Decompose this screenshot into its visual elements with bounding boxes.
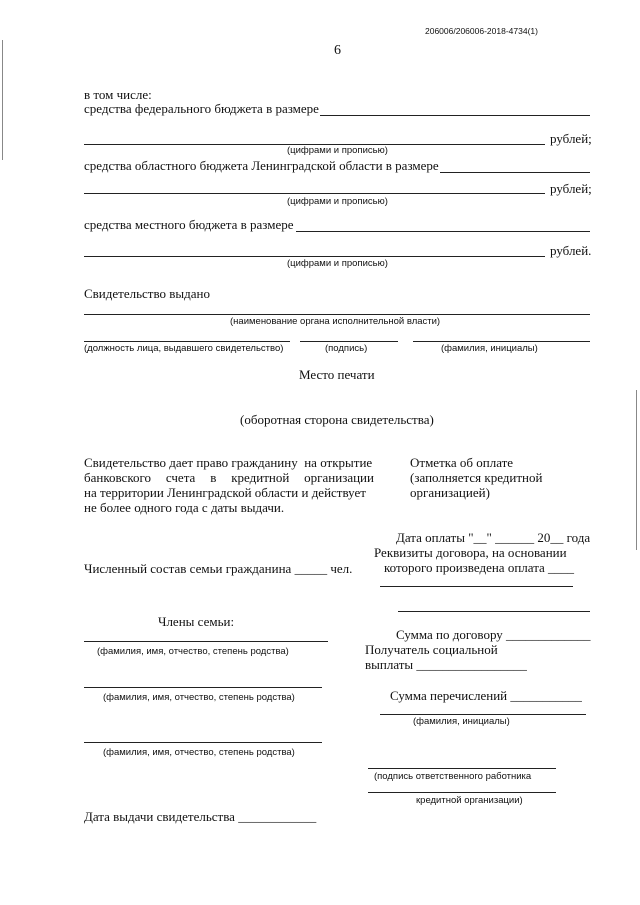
contract-extra-line <box>398 611 590 612</box>
member-3-caption: (фамилия, имя, отчество, степень родства) <box>103 747 295 758</box>
scan-edge-left <box>2 40 3 160</box>
recipient-line1: Получатель социальной <box>365 642 498 657</box>
back-side-title: (оборотная сторона свидетельства) <box>240 412 434 427</box>
local-rubles-label: рублей. <box>550 243 592 258</box>
rights-word-5: организации <box>304 470 374 485</box>
recipient-line2: выплаты _________________ <box>365 657 527 672</box>
payment-date: Дата оплаты "__" ______ 20__ года <box>396 530 591 545</box>
official-signature-caption-1: (подпись ответственного работника <box>374 771 532 782</box>
contract-details-line1: Реквизиты договора, на основании <box>374 545 567 560</box>
regional-figures-caption: (цифрами и прописью) <box>287 196 388 207</box>
authority-caption: (наименование органа исполнительной власти) <box>230 316 441 327</box>
including-label: в том числе: <box>84 87 152 102</box>
rights-text-line1: Свидетельство дает право гражданину на открытие <box>84 455 373 470</box>
regional-amount-line <box>84 193 545 194</box>
regional-budget-line <box>440 172 590 173</box>
federal-figures-caption: (цифрами и прописью) <box>287 145 388 156</box>
signature-line <box>300 341 398 342</box>
transfer-sum: Сумма перечислений ___________ <box>390 688 582 703</box>
authority-line <box>84 314 590 315</box>
regional-rubles-label: рублей; <box>550 181 592 196</box>
position-line <box>84 341 290 342</box>
rights-word-3: в <box>210 470 217 485</box>
local-budget-label: средства местного бюджета в размере <box>84 217 294 232</box>
member-3-line <box>84 742 322 743</box>
rights-word-2: счета <box>165 470 196 485</box>
rights-text-line2 <box>84 470 374 486</box>
local-amount-line <box>84 256 545 257</box>
seal-place: Место печати <box>299 367 375 382</box>
position-caption: (должность лица, выдавшего свидетельство) <box>84 343 284 354</box>
federal-budget-line <box>320 115 590 116</box>
transfer-surname-line <box>380 714 586 715</box>
rights-text-line3: на территории Ленинградской области и действует <box>84 485 366 500</box>
regional-budget-label: средства областного бюджета Ленинградской области в размере <box>84 158 439 173</box>
issued-by-label: Свидетельство выдано <box>84 286 210 301</box>
local-figures-caption: (цифрами и прописью) <box>287 258 388 269</box>
family-members-label: Члены семьи: <box>158 614 235 629</box>
document-id: 206006/206006-2018-4734(1) <box>425 26 538 36</box>
surname-line <box>413 341 590 342</box>
scan-edge-right <box>636 390 637 550</box>
rights-word-1: банковского <box>84 470 151 485</box>
issue-date: Дата выдачи свидетельства ____________ <box>84 809 317 824</box>
transfer-surname-caption: (фамилия, инициалы) <box>413 716 510 727</box>
local-budget-line <box>296 231 590 232</box>
member-1-caption: (фамилия, имя, отчество, степень родства) <box>97 646 289 657</box>
rights-text-line4: не более одного года с даты выдачи. <box>84 500 285 515</box>
federal-rubles-label: рублей; <box>550 131 592 146</box>
contract-details-fill-line <box>380 586 573 587</box>
signature-caption: (подпись) <box>325 343 368 354</box>
member-2-caption: (фамилия, имя, отчество, степень родства) <box>103 692 295 703</box>
page-number: 6 <box>334 43 341 58</box>
payment-mark-line1: Отметка об оплате <box>410 455 514 470</box>
official-signature-caption-2: кредитной организации) <box>416 795 523 806</box>
member-2-line <box>84 687 322 688</box>
member-1-line <box>84 641 328 642</box>
family-size: Численный состав семьи гражданина _____ чел. <box>84 561 353 576</box>
official-signature-line <box>368 768 556 769</box>
contract-sum: Сумма по договору _____________ <box>396 627 591 642</box>
payment-mark-line2: (заполняется кредитной <box>410 470 543 485</box>
surname-caption: (фамилия, инициалы) <box>441 343 538 354</box>
payment-mark-line3: организацией) <box>410 485 490 500</box>
federal-budget-label: средства федерального бюджета в размере <box>84 101 319 116</box>
rights-word-4: кредитной <box>231 470 290 485</box>
official-org-line <box>368 792 556 793</box>
contract-details-line2: которого произведена оплата ____ <box>384 560 575 575</box>
